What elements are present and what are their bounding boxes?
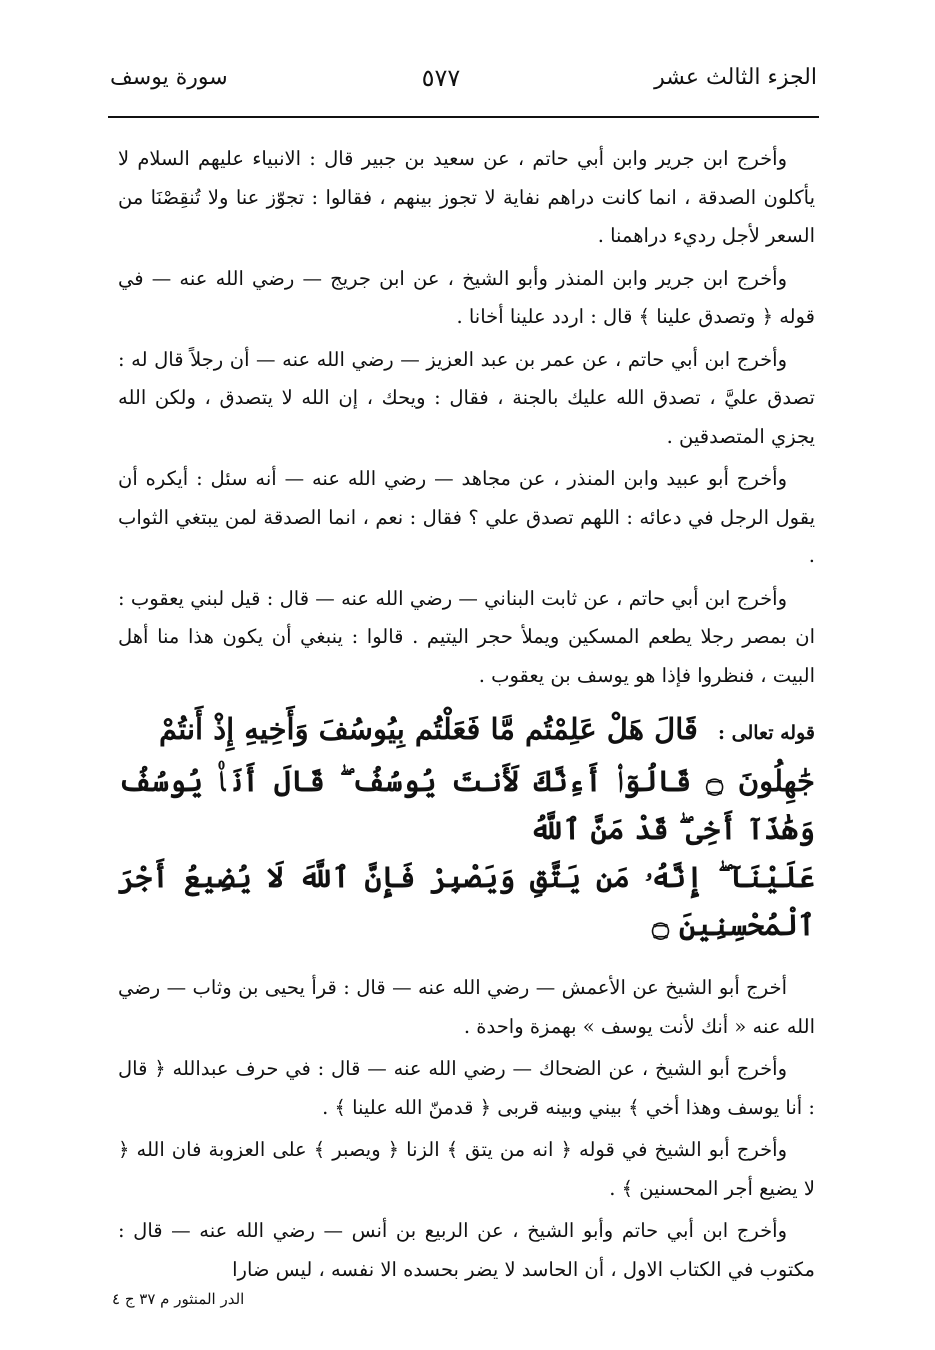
paragraph: وأخرج ابن جرير وابن أبي حاتم ، عن سعيد بن جبير قال : الانبياء عليهم السلام لا يأكلون الصدقة ، انما كانت دراهم نفاية لا تجوز بينهم ، فقالوا : تجوّز عنا ولا تُنقِصْنَا من السعر لأجل رديء دراهمنا . xyxy=(118,147,815,247)
paragraph: وأخرج ابن أبي حاتم ، عن ثابت البناني — رضي الله عنه — قال : قيل لبني يعقوب : ان بمصر رجلا يطعم المسكين ويملأ حجر اليتيم . قالوا : ينبغي أن يكون هذا منا أهل البيت ، فنظروا فإذا هو يوسف بن يعقوب . xyxy=(118,586,815,687)
paragraph: وأخرج ابن أبي حاتم وأبو الشيخ ، عن الربيع بن أنس — رضي الله عنه — قال : مكتوب في الكتاب الاول ، أن الحاسد لا يضر بحسده الا نفسه ، ليس ضارا xyxy=(118,1219,815,1281)
quran-line xyxy=(118,705,815,757)
quran-intro: قوله تعالى : xyxy=(718,722,815,744)
page-body xyxy=(118,140,815,1293)
footer-signature: الدر المنثور م ٣٧ ج ٤ xyxy=(112,1290,245,1308)
page-header xyxy=(110,58,817,108)
paragraph: وأخرج أبو الشيخ ، عن الضحاك — رضي الله عنه — قال : في حرف عبدالله ﴿ قال : أنا يوسف وهذا أخي ﴾ بيني وبينه قربى ﴿ قدمنّ الله علينا ﴾ . xyxy=(118,1057,815,1119)
page-number: ٥٧٧ xyxy=(421,64,461,92)
quran-line: جَٰهِلُونَ ۝ قَالُوٓا۟ أَءِنَّكَ لَأَنتَ يُوسُفُ ۖ قَالَ أَنَا۠ يُوسُفُ وَهَٰذَآ أَخِى ۖ قَدْ مَنَّ ٱللَّهُ xyxy=(118,764,815,846)
paragraph: وأخرج أبو الشيخ في قوله ﴿ انه من يتق ﴾ الزنا ﴿ ويصبر ﴾ على العزوبة فان الله ﴿ لا يضيع أجر المحسنين ﴾ . xyxy=(118,1138,815,1200)
surah-title: سورة يوسف xyxy=(110,65,228,90)
volume-title: الجزء الثالث عشر xyxy=(654,65,817,90)
paragraph: وأخرج ابن أبي حاتم ، عن عمر بن عبد العزيز — رضي الله عنه — أن رجلاً قال له : تصدق عليَّ ، تصدق الله عليك بالجنة ، فقال : ويحك ، إن الله لا يتصدق ، ولكن الله يجزي المتصدقين . xyxy=(118,347,815,448)
paragraph: أخرج أبو الشيخ عن الأعمش — رضي الله عنه — قال : قرأ يحيى بن وثاب — رضي الله عنه « أنك لأنت يوسف » بهمزة واحدة . xyxy=(118,976,815,1038)
quran-verse-block xyxy=(118,705,815,949)
quran-text: قَالَ هَلْ عَلِمْتُم مَّا فَعَلْتُم بِيُوسُفَ وَأَخِيهِ إِذْ أَنتُمْ xyxy=(158,712,698,746)
paragraph: وأخرج أبو عبيد وابن المنذر ، عن مجاهد — رضي الله عنه — أنه سئل : أيكره أن يقول الرجل في دعائه : اللهم تصدق علي ؟ فقال : نعم ، انما الصدقة لمن يبتغي الثواب . xyxy=(118,467,815,567)
header-rule xyxy=(108,116,819,118)
paragraph: وأخرج ابن جرير وابن المنذر وأبو الشيخ ، عن ابن جريج — رضي الله عنه — في قوله ﴿ وتصدق علينا ﴾ قال : اردد علينا أخانا . xyxy=(118,266,815,328)
quran-line: عَلَيْنَآ ۖ إِنَّهُۥ مَن يَتَّقِ وَيَصْبِرْ فَإِنَّ ٱللَّهَ لَا يُضِيعُ أَجْرَ ٱلْمُحْسِنِينَ ۝ xyxy=(118,860,815,942)
